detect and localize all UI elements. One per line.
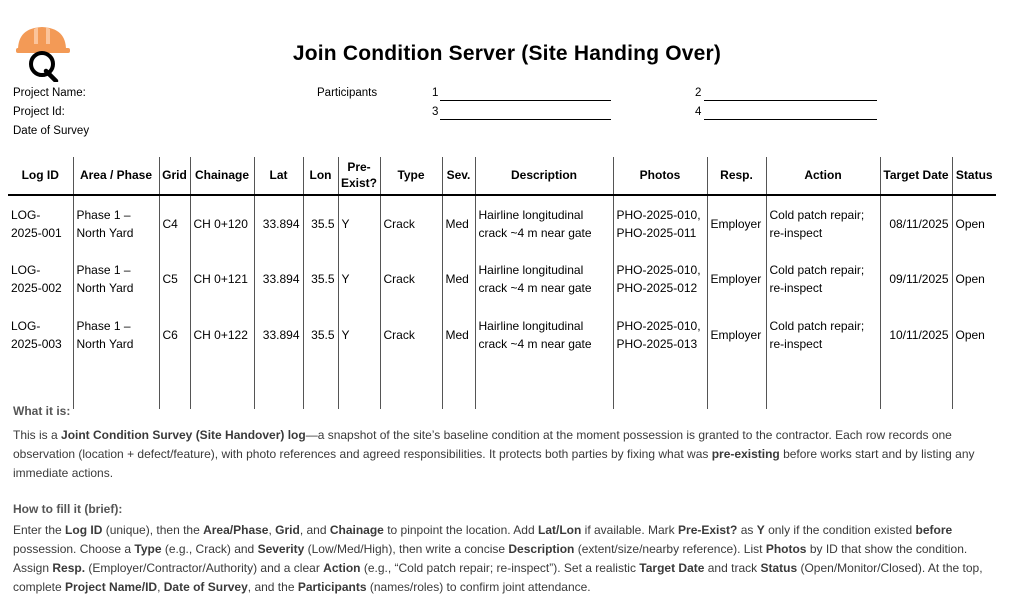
how-to-fill-section: [13, 500, 998, 597]
cell-chainage: CH 0+121: [190, 251, 254, 307]
cell-chainage: CH 0+122: [190, 307, 254, 363]
project-id-label: Project Id:: [13, 106, 65, 118]
column-header: Target Date: [880, 157, 952, 195]
participant-2-number: 2: [695, 87, 702, 99]
cell-area: Phase 1 – North Yard: [73, 307, 159, 363]
cell-status: Open: [952, 195, 996, 251]
cell-target-date: 10/11/2025: [880, 307, 952, 363]
cell-lon: 35.5: [303, 251, 338, 307]
table-row: [8, 251, 996, 307]
cell-log-id: LOG-2025-003: [11, 319, 62, 351]
cell-type: Crack: [380, 307, 442, 363]
participants-label: Participants: [317, 87, 378, 99]
table-header-row: [8, 157, 996, 195]
how-to-fill-heading: How to fill it (brief):: [13, 502, 123, 516]
what-it-is-text: This is a Joint Condition Survey (Site Handover) log—a snapshot of the site’s baseline condition at the moment possession is granted to the contractor. Each row records one observation (location + defect/feature), with photo references and agreed responsibilities. It protects both parties by fixing what was pre-existing before works start and by listing any immediate actions.: [13, 428, 975, 480]
cell-resp: Employer: [707, 251, 766, 307]
cell-area: Phase 1 – North Yard: [73, 251, 159, 307]
cell-severity: Med: [442, 251, 475, 307]
column-header: Action: [766, 157, 880, 195]
cell-target-date: 09/11/2025: [880, 251, 952, 307]
participant-3-field[interactable]: [440, 119, 611, 120]
cell-photos: PHO-2025-010, PHO-2025-012: [613, 251, 707, 307]
date-of-survey-label: Date of Survey: [13, 125, 90, 137]
participant-3-number: 3: [432, 106, 439, 118]
cell-severity: Med: [442, 307, 475, 363]
cell-description: Hairline longitudinal crack ~4 m near gate: [475, 195, 613, 251]
cell-photos: PHO-2025-010, PHO-2025-011: [613, 195, 707, 251]
participant-1-field[interactable]: [440, 100, 611, 101]
table-row: [8, 195, 996, 251]
page-title: Join Condition Server (Site Handing Over): [292, 42, 722, 65]
cell-lat: 33.894: [254, 307, 303, 363]
column-header: Pre-Exist?: [338, 157, 380, 195]
cell-photos: PHO-2025-010, PHO-2025-013: [613, 307, 707, 363]
cell-area: Phase 1 – North Yard: [73, 195, 159, 251]
participant-2-field[interactable]: [704, 100, 877, 101]
project-name-label: Project Name:: [13, 87, 86, 99]
column-header: Lon: [303, 157, 338, 195]
cell-pre-exist: Y: [338, 195, 380, 251]
cell-resp: Employer: [707, 195, 766, 251]
cell-grid: C6: [159, 307, 190, 363]
cell-status: Open: [952, 307, 996, 363]
column-header: Photos: [613, 157, 707, 195]
cell-log-id: LOG-2025-002: [11, 263, 62, 295]
cell-action: Cold patch repair; re-inspect: [766, 251, 880, 307]
column-header: Grid: [159, 157, 190, 195]
cell-resp: Employer: [707, 307, 766, 363]
cell-description: Hairline longitudinal crack ~4 m near gate: [475, 307, 613, 363]
column-header: Sev.: [442, 157, 475, 195]
column-header: Area / Phase: [73, 157, 159, 195]
cell-action: Cold patch repair; re-inspect: [766, 307, 880, 363]
column-header: Lat: [254, 157, 303, 195]
cell-type: Crack: [380, 251, 442, 307]
participant-4-number: 4: [695, 106, 702, 118]
cell-lon: 35.5: [303, 195, 338, 251]
cell-grid: C5: [159, 251, 190, 307]
cell-target-date: 08/11/2025: [880, 195, 952, 251]
cell-type: Crack: [380, 195, 442, 251]
what-it-is-section: [13, 402, 998, 483]
what-it-is-heading: What it is:: [13, 404, 71, 418]
column-header: Description: [475, 157, 613, 195]
column-header: Type: [380, 157, 442, 195]
cell-pre-exist: Y: [338, 251, 380, 307]
column-header: Chainage: [190, 157, 254, 195]
how-to-fill-text: Enter the Log ID (unique), then the Area/Phase, Grid, and Chainage to pinpoint the location. Add Lat/Lon if available. Mark Pre-Exist? as Y only if the condition existed before possession. Choose a Type (e.g., Crack) and Severity (Low/Med/High), then write a concise Description (extent/size/nearby reference). List Photos by ID that show the condition. Assign Resp. (Employer/Contractor/Authority) and a clear Action (e.g., “Cold patch repair; re-inspect”). Set a realistic Target Date and track Status (Open/Monitor/Closed). At the top, complete Project Name/ID, Date of Survey, and the Participants (names/roles) to confirm joint attendance.: [13, 523, 983, 594]
column-header: Resp.: [707, 157, 766, 195]
cell-log-id: LOG-2025-001: [11, 207, 62, 240]
cell-lat: 33.894: [254, 195, 303, 251]
column-header: Status: [952, 157, 996, 195]
cell-status: Open: [952, 251, 996, 307]
cell-action: Cold patch repair; re-inspect: [766, 195, 880, 251]
cell-grid: C4: [159, 195, 190, 251]
cell-severity: Med: [442, 195, 475, 251]
cell-description: Hairline longitudinal crack ~4 m near gate: [475, 251, 613, 307]
table-row: [8, 307, 996, 363]
participant-4-field[interactable]: [704, 119, 877, 120]
cell-lon: 35.5: [303, 307, 338, 363]
participant-1-number: 1: [432, 87, 439, 99]
condition-log-table: [8, 157, 996, 409]
cell-chainage: CH 0+120: [190, 195, 254, 251]
column-header: Log ID: [8, 157, 73, 195]
cell-pre-exist: Y: [338, 307, 380, 363]
cell-lat: 33.894: [254, 251, 303, 307]
